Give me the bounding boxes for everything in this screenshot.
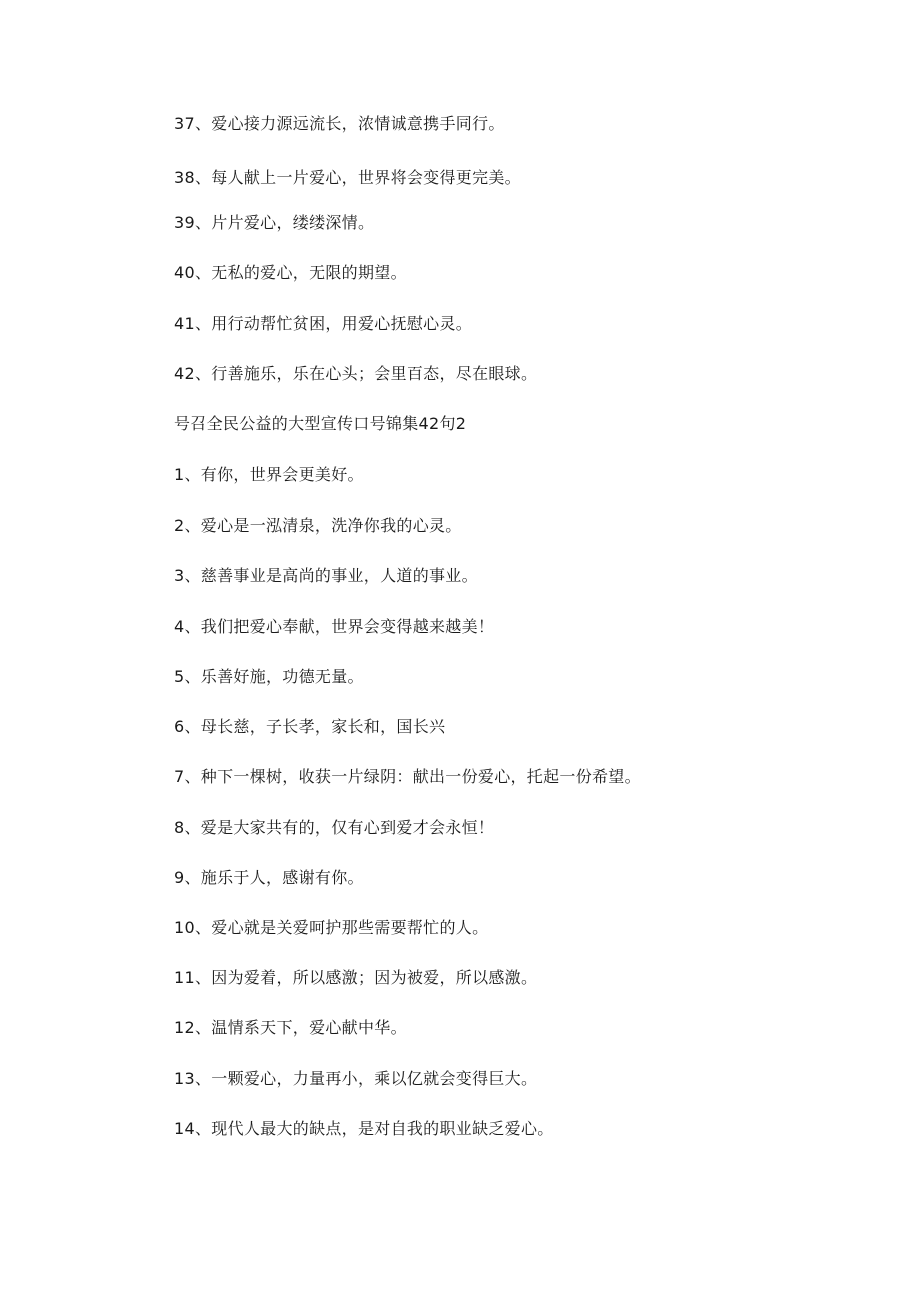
- item-number: 1: [174, 465, 185, 484]
- item-number: 2: [174, 516, 185, 535]
- item-separator: 、: [194, 918, 212, 937]
- item-separator: 、: [184, 818, 201, 837]
- item-text: 我们把爱心奉献，世界会变得越来越美！: [200, 617, 495, 636]
- item-number: 42: [174, 364, 195, 383]
- item-number: 39: [174, 213, 195, 232]
- list-item-8: [174, 818, 494, 838]
- item-number: 4: [174, 617, 185, 636]
- section-heading: 号召全民公益的大型宣传口号锦集42句2: [174, 414, 467, 433]
- item-number: 38: [174, 168, 195, 187]
- item-text: 施乐于人，感谢有你。: [200, 868, 364, 887]
- item-separator: 、: [184, 617, 201, 636]
- item-text: 慈善事业是高尚的事业，人道的事业。: [200, 566, 478, 585]
- list-item-7: [174, 767, 641, 787]
- list-item-37: [174, 114, 505, 134]
- list-item-38: [174, 168, 521, 188]
- item-text: 爱是大家共有的，仅有心到爱才会永恒！: [200, 818, 495, 837]
- item-number: 11: [174, 968, 195, 987]
- list-item-11: [174, 968, 537, 988]
- item-number: 40: [174, 263, 195, 282]
- item-text: 片片爱心，缕缕深情。: [211, 213, 375, 232]
- item-number: 37: [174, 114, 195, 133]
- item-text: 现代人最大的缺点，是对自我的职业缺乏爱心。: [211, 1119, 554, 1138]
- item-separator: 、: [194, 1069, 212, 1088]
- list-item-12: [174, 1018, 407, 1038]
- item-separator: 、: [184, 667, 201, 686]
- item-text: 每人献上一片爱心，世界将会变得更完美。: [211, 168, 521, 187]
- list-item-9: [174, 868, 364, 888]
- list-item-4: [174, 617, 494, 637]
- item-separator: 、: [194, 314, 212, 333]
- item-number: 5: [174, 667, 185, 686]
- item-separator: 、: [184, 566, 201, 585]
- item-number: 41: [174, 314, 195, 333]
- item-number: 14: [174, 1119, 195, 1138]
- item-text: 有你，世界会更美好。: [200, 465, 364, 484]
- item-text: 温情系天下，爱心献中华。: [211, 1018, 407, 1037]
- item-text: 一颗爱心，力量再小，乘以亿就会变得巨大。: [211, 1069, 538, 1088]
- list-item-3: [174, 566, 478, 586]
- list-item-39: [174, 213, 374, 233]
- item-number: 6: [174, 717, 185, 736]
- item-text: 乐善好施，功德无量。: [200, 667, 364, 686]
- item-separator: 、: [184, 717, 201, 736]
- item-text: 爱心接力源远流长，浓情诚意携手同行。: [211, 114, 505, 133]
- item-separator: 、: [194, 263, 212, 282]
- item-text: 行善施乐，乐在心头；会里百态，尽在眼球。: [211, 364, 538, 383]
- item-number: 12: [174, 1018, 195, 1037]
- item-separator: 、: [184, 465, 201, 484]
- item-text: 爱心是一泓清泉，洗净你我的心灵。: [200, 516, 462, 535]
- item-separator: 、: [194, 1119, 212, 1138]
- list-item-10: [174, 918, 488, 938]
- list-item-14: [174, 1119, 554, 1139]
- item-separator: 、: [194, 364, 212, 383]
- item-separator: 、: [184, 516, 201, 535]
- item-text: 母长慈，子长孝，家长和，国长兴: [200, 717, 446, 736]
- list-item-42: [174, 364, 537, 384]
- item-number: 13: [174, 1069, 195, 1088]
- item-number: 9: [174, 868, 185, 887]
- item-text: 因为爱着，所以感激；因为被爱，所以感激。: [211, 968, 538, 987]
- item-number: 8: [174, 818, 185, 837]
- item-separator: 、: [194, 968, 212, 987]
- item-separator: 、: [184, 868, 201, 887]
- list-item-13: [174, 1069, 537, 1089]
- list-item-2: [174, 516, 462, 536]
- list-item-41: [174, 314, 472, 334]
- item-text: 种下一棵树，收获一片绿阴：献出一份爱心，托起一份希望。: [200, 767, 641, 786]
- item-separator: 、: [194, 1018, 212, 1037]
- item-text: 用行动帮忙贫困，用爱心抚慰心灵。: [211, 314, 473, 333]
- list-item-6: [174, 717, 445, 737]
- item-number: 7: [174, 767, 185, 786]
- list-item-1: [174, 465, 364, 485]
- list-item-40: [174, 263, 407, 283]
- item-number: 3: [174, 566, 185, 585]
- item-separator: 、: [194, 213, 212, 232]
- item-separator: 、: [194, 114, 212, 133]
- item-number: 10: [174, 918, 195, 937]
- item-separator: 、: [184, 767, 201, 786]
- item-text: 无私的爱心，无限的期望。: [211, 263, 407, 282]
- item-text: 爱心就是关爱呵护那些需要帮忙的人。: [211, 918, 489, 937]
- item-separator: 、: [194, 168, 212, 187]
- list-item-5: [174, 667, 364, 687]
